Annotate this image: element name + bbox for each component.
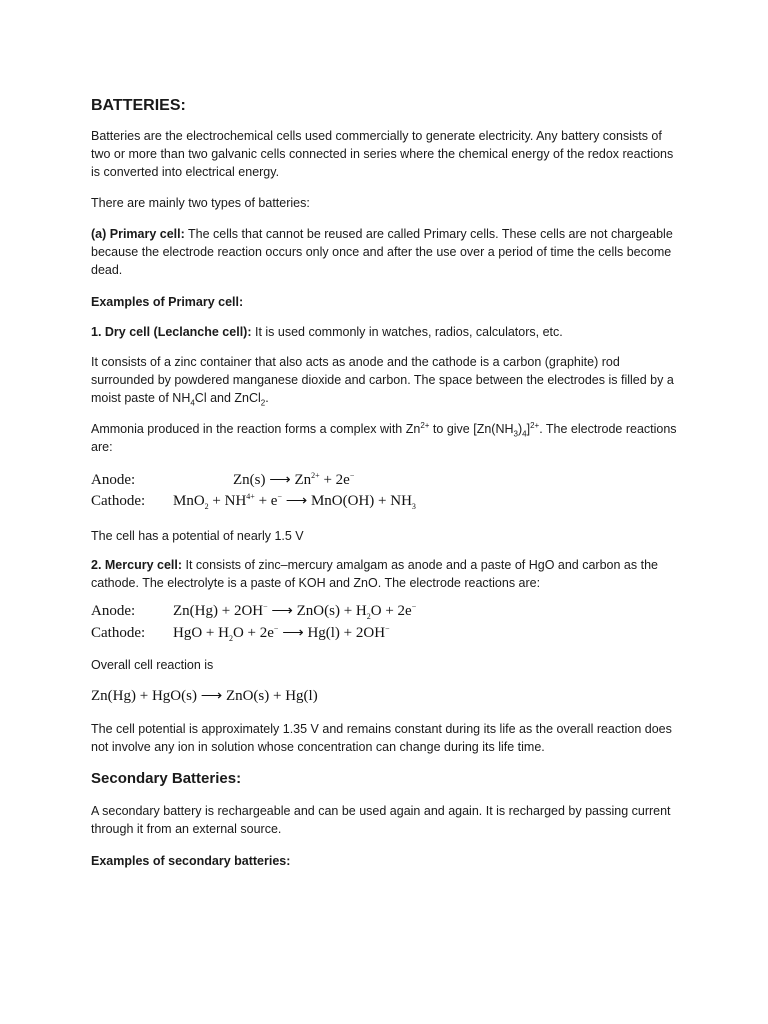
- mercury-cell-potential: The cell potential is approximately 1.35 V and remains constant during its life as the overall reaction does not involve any ion in solution whose concentration can change during its life time.: [91, 722, 672, 754]
- secondary-paragraph: A secondary battery is rechargeable and can be used again and again. It is recharged by passing current through it from an external source.: [91, 804, 671, 836]
- anode-label: Anode:: [91, 603, 136, 619]
- secondary-heading: Secondary Batteries:: [91, 770, 242, 787]
- dry-cell-description: It consists of a zinc container that also acts as anode and the cathode is a carbon (graphite) rod surrounded by powdered manganese dioxide and carbon. The space between the electrodes is filled by a moist paste of $NH_4Cl$ and ZnCl$_2$.: [91, 355, 674, 408]
- cathode-label: Cathode:: [91, 493, 146, 509]
- anode-label: Anode:: [91, 472, 136, 488]
- cathode-equation: $MnO_2 + NH^{4+} + e^-$ ⟶ $MnO(OH) + NH_3$: [173, 492, 416, 511]
- mercury-cell-paragraph: [91, 556, 681, 592]
- anode-equation: Zn(s) ⟶ $Zn^{2+} + 2e^-$: [233, 471, 355, 488]
- mercury-anode-equation: [91, 601, 416, 621]
- dry-cell-potential: The cell has a potential of nearly 1.5 V: [91, 529, 304, 543]
- page-title: BATTERIES:: [91, 97, 186, 114]
- primary-cell-text: The cells that cannot be reused are called Primary cells. These cells are not chargeable because the electrode reaction occurs only once and after the use over a period of time the cells become dead.: [91, 227, 673, 277]
- cathode-equation: HgO + $H_2O + 2e^-$ ⟶ Hg(l) + 2OH−: [173, 624, 390, 643]
- intro-paragraph: Batteries are the electrochemical cells used commercially to generate electricity. Any battery consists of two or more than two galvanic cells connected in series where the chemical energy of the redox reactions is converted into electrical energy.: [91, 129, 674, 179]
- mercury-cathode-equation: [91, 623, 390, 643]
- primary-cell-label: (a) Primary cell:: [91, 227, 185, 241]
- mercury-cell-text: It consists of zinc–mercury amalgam as anode and a paste of HgO and carbon as the cathode. The electrolyte is a paste of KOH and ZnO. The electrode reactions are:: [91, 558, 658, 590]
- anode-equation: Zn(Hg) + 2OH− ⟶ $ZnO(s) + H_2O + 2e^-$: [173, 602, 417, 621]
- ammonia-paragraph: Ammonia produced in the reaction forms a complex with $Zn^{2+}$ to give $[Zn(NH_3)_4]^{2+}$. The electrode reactions are:: [91, 420, 677, 454]
- overall-equation: Zn(Hg) + HgO(s) ⟶ ZnO(s) + Hg(l): [91, 688, 318, 704]
- dry-cell-label: 1. Dry cell (Leclanche cell):: [91, 325, 252, 339]
- mercury-cell-label: 2. Mercury cell:: [91, 558, 183, 572]
- secondary-examples-heading: Examples of secondary batteries:: [91, 854, 291, 868]
- dry-cell-paragraph: [91, 323, 681, 341]
- overall-reaction-label: Overall cell reaction is: [91, 658, 214, 672]
- dry-cell-anode-equation: [91, 470, 354, 490]
- cathode-label: Cathode:: [91, 625, 146, 641]
- primary-examples-heading: Examples of Primary cell:: [91, 295, 244, 309]
- dry-cell-cathode-equation: [91, 491, 416, 511]
- types-intro: There are mainly two types of batteries:: [91, 196, 310, 210]
- dry-cell-text: It is used commonly in watches, radios, calculators, etc.: [251, 325, 563, 339]
- primary-cell-paragraph: [91, 225, 681, 279]
